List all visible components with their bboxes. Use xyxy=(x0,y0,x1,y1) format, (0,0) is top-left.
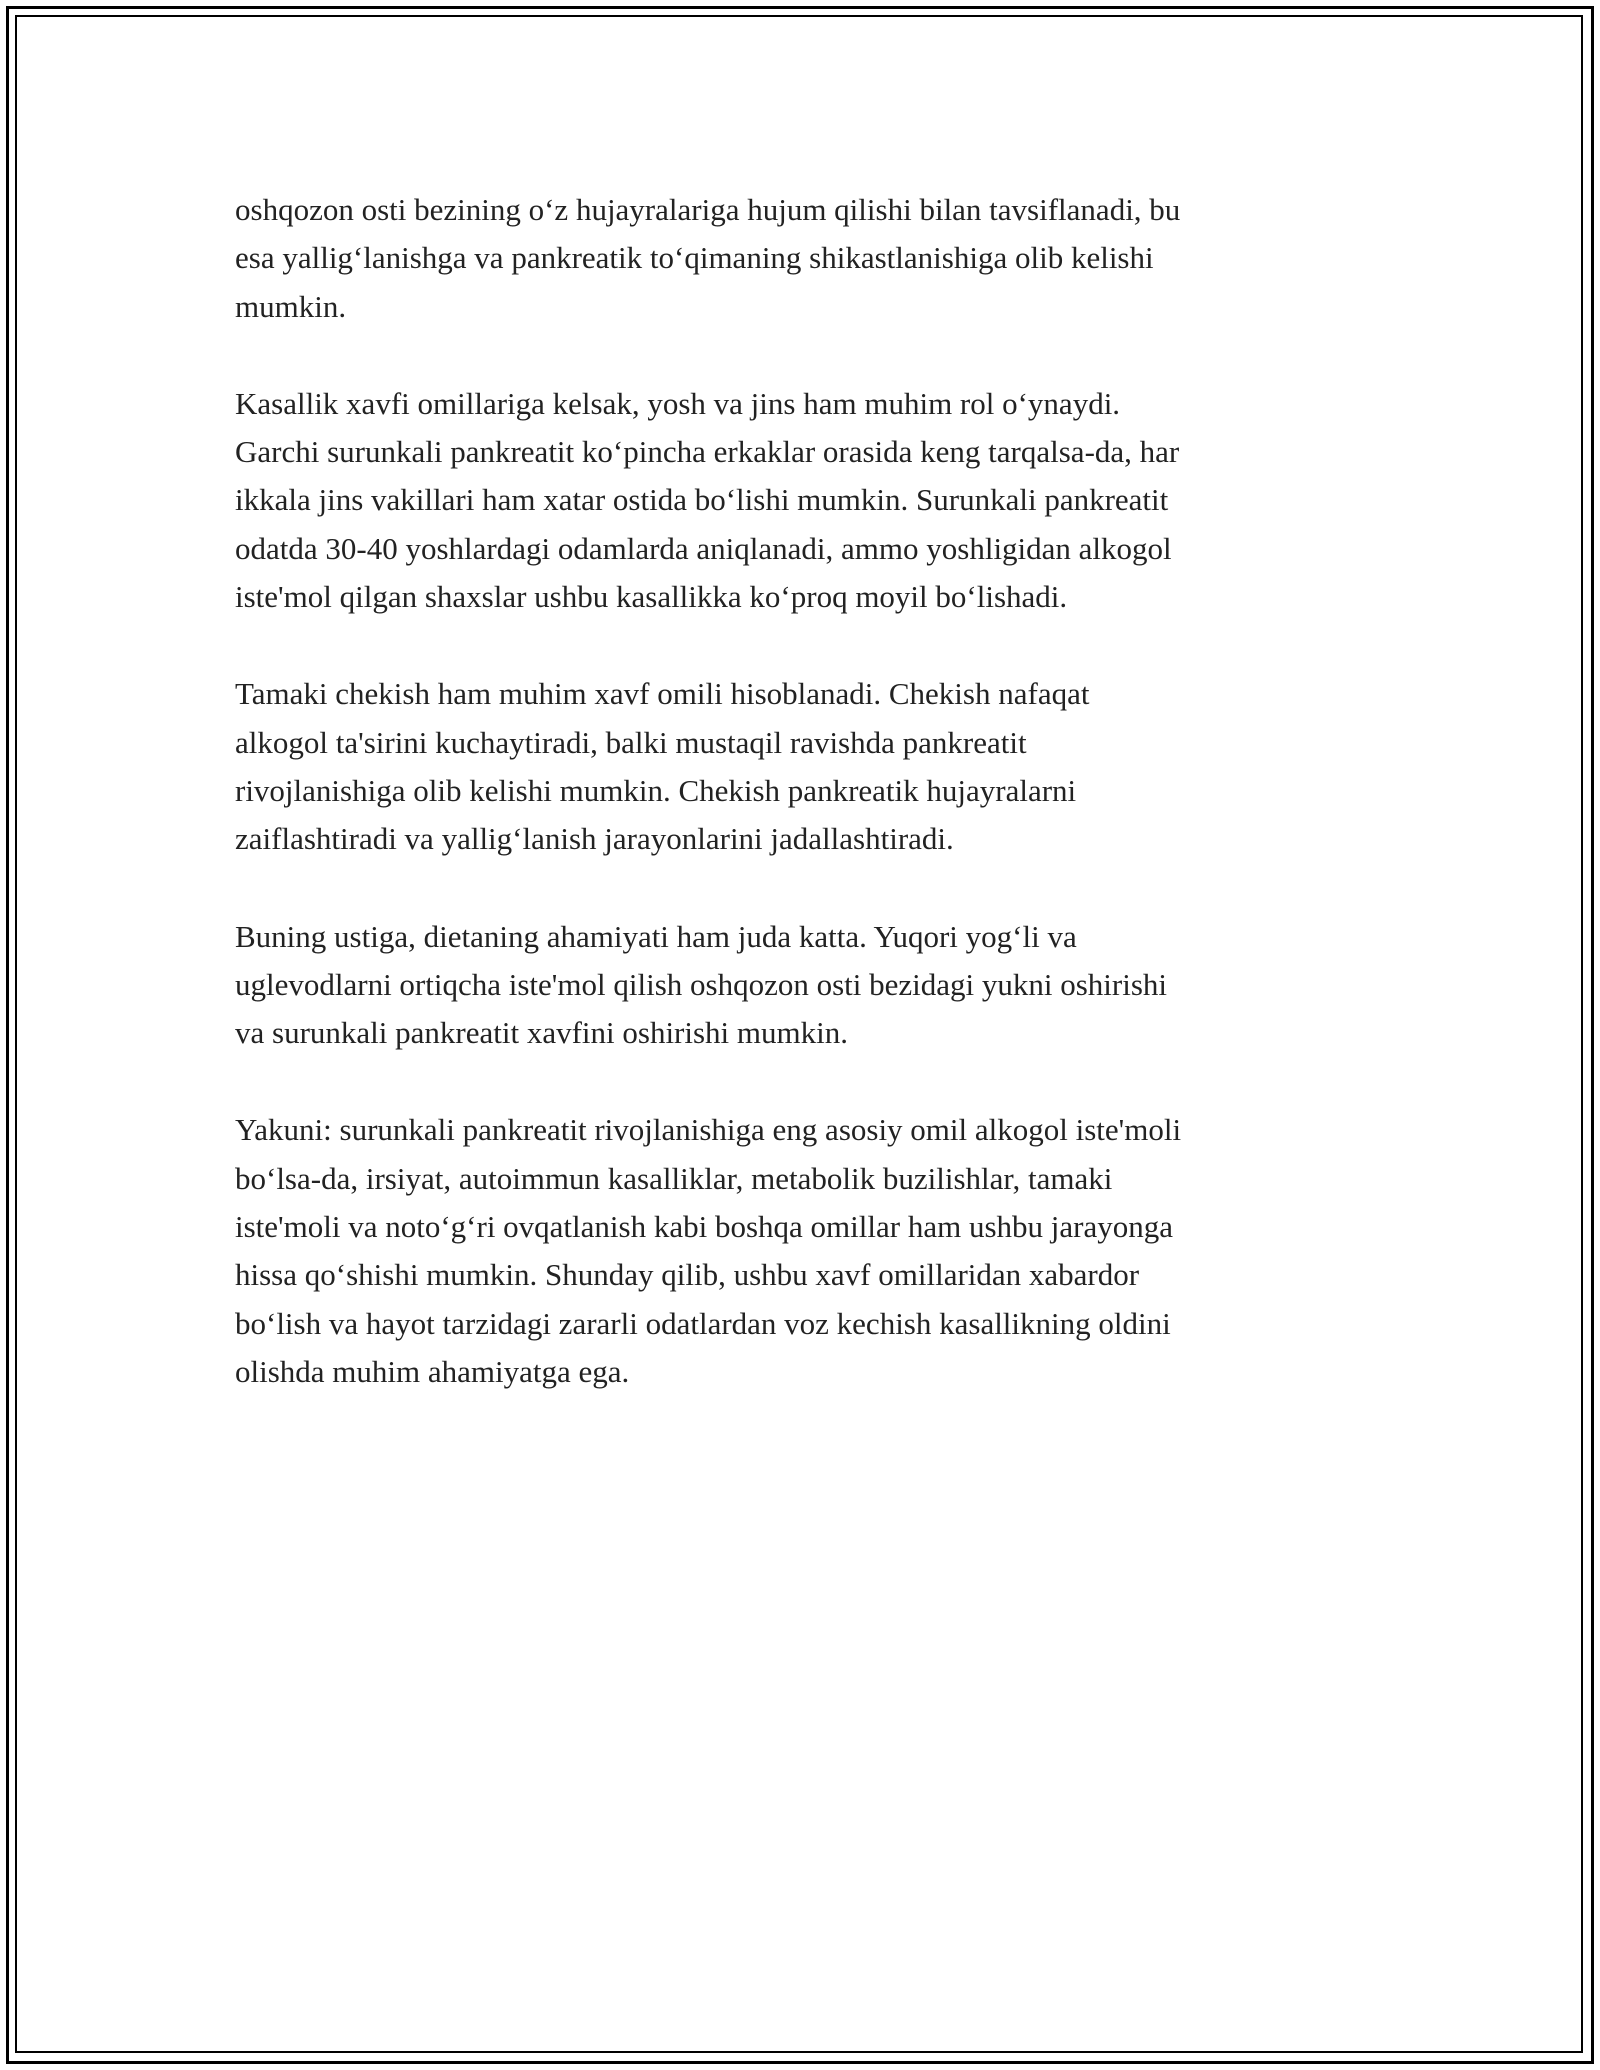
paragraph-3 xyxy=(235,670,1375,863)
text-line: odatda 30-40 yoshlardagi odamlarda aniqlanadi, ammo yoshligidan alkogol xyxy=(235,530,1172,566)
text-line: hissa qo‘shishi mumkin. Shunday qilib, ushbu xavf omillaridan xabardor xyxy=(235,1257,1140,1293)
text-line: esa yallig‘lanishga va pankreatik to‘qimaning shikastlanishiga olib kelishi xyxy=(235,240,1154,276)
text-line: oshqozon osti bezining o‘z hujayralariga hujum qilishi bilan tavsiflanadi, bu xyxy=(235,192,1181,227)
paragraph-4 xyxy=(235,913,1375,1058)
text-line: Yakuni: surunkali pankreatit rivojlanishiga eng asosiy omil alkogol iste'moli xyxy=(235,1112,1182,1148)
text-line: olishda muhim ahamiyatga ega. xyxy=(235,1353,630,1389)
text-line: iste'mol qilgan shaxslar ushbu kasallikka ko‘proq moyil bo‘lishadi. xyxy=(235,579,1068,615)
paragraph-5 xyxy=(235,1106,1375,1396)
text-line: bo‘lish va hayot tarzidagi zararli odatlardan voz kechish kasallikning oldini xyxy=(235,1305,1171,1341)
document-body xyxy=(235,186,1375,1445)
text-line: uglevodlarni ortiqcha iste'mol qilish oshqozon osti bezidagi yukni oshirishi xyxy=(235,966,1168,1002)
text-line: bo‘lsa-da, irsiyat, autoimmun kasalliklar, metabolik buzilishlar, tamaki xyxy=(235,1160,1113,1196)
text-line: va surunkali pankreatit xavfini oshirishi mumkin. xyxy=(235,1015,849,1051)
text-line: Buning ustiga, dietaning ahamiyati ham juda katta. Yuqori yog‘li va xyxy=(235,918,1077,954)
paragraph-1 xyxy=(235,186,1375,331)
text-line: mumkin. xyxy=(235,288,347,324)
text-line: Garchi surunkali pankreatit ko‘pincha erkaklar orasida keng tarqalsa-da, har xyxy=(235,434,1180,470)
text-line: Kasallik xavfi omillariga kelsak, yosh va jins ham muhim rol o‘ynaydi. xyxy=(235,385,1121,421)
text-line: rivojlanishiga olib kelishi mumkin. Chekish pankreatik hujayralarni xyxy=(235,772,1077,808)
text-line: Tamaki chekish ham muhim xavf omili hisoblanadi. Chekish nafaqat xyxy=(235,676,1090,712)
text-line: ikkala jins vakillari ham xatar ostida bo‘lishi mumkin. Surunkali pankreatit xyxy=(235,482,1169,518)
text-line: alkogol ta'sirini kuchaytiradi, balki mustaqil ravishda pankreatit xyxy=(235,724,1027,760)
text-line: iste'moli va noto‘g‘ri ovqatlanish kabi boshqa omillar ham ushbu jarayonga xyxy=(235,1209,1173,1245)
text-line: zaiflashtiradi va yallig‘lanish jarayonlarini jadallashtiradi. xyxy=(235,821,954,857)
paragraph-2 xyxy=(235,380,1375,621)
